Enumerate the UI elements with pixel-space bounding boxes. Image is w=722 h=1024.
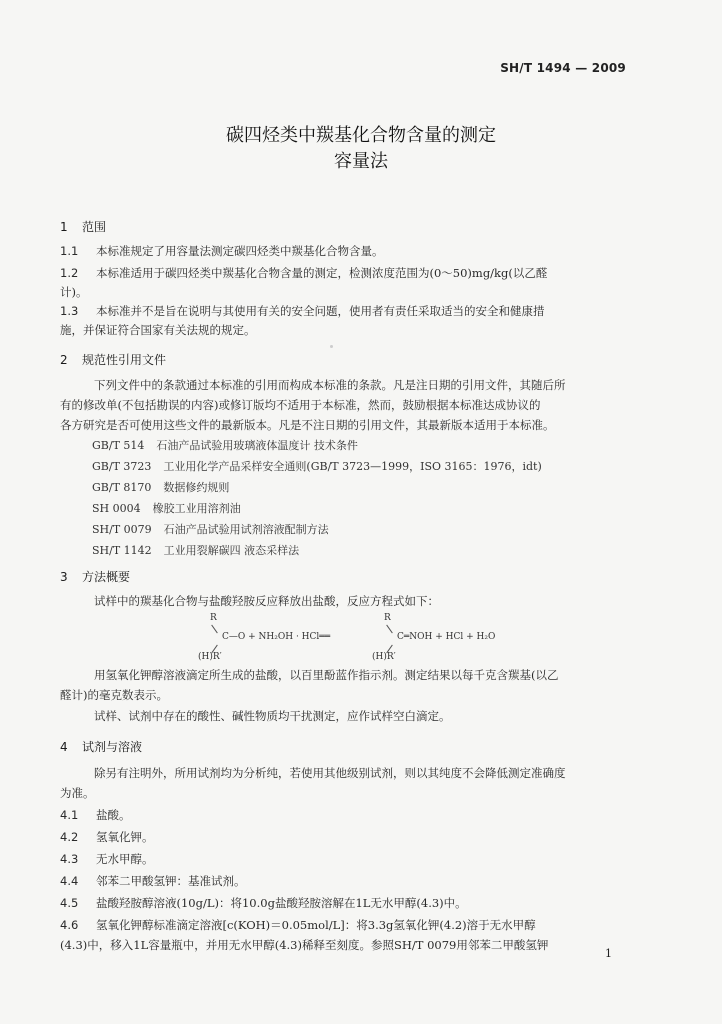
section-3-para3: 试样、试剂中存在的酸性、碱性物质均干扰测定，应作试样空白滴定。 [94, 709, 451, 723]
standard-code: SH/T 1494 — 2009 [500, 61, 626, 75]
page-number: 1 [605, 947, 612, 960]
reference-item: SH/T 0079 石油产品试验用试剂溶液配制方法 [92, 523, 329, 536]
eq-r-left: R [210, 613, 217, 623]
document-subtitle: 容量法 [334, 151, 388, 172]
section-3-para2-line1: 用氢氧化钾醇溶液滴定所生成的盐酸，以百里酚蓝作指示剂。测定结果以每千克含羰基(以乙 [94, 668, 559, 682]
section-4-para-line1: 除另有注明外，所用试剂均为分析纯，若使用其他级别试剂，则以其纯度不会降低测定准确度 [94, 766, 566, 780]
clause-1-2-cont: 计)。 [60, 285, 88, 299]
eq-hr-right: (H)R′ [372, 652, 396, 662]
clause-4-5: 4.5 盐酸羟胺醇溶液(10g/L)：将10.0g盐酸羟胺溶解在1L无水甲醇(4.3)中。 [60, 896, 467, 910]
section-4-para-line2: 为准。 [60, 786, 95, 800]
clause-4-2: 4.2 氢氧化钾。 [60, 830, 154, 844]
section-3-para2-line2: 醛计)的毫克数表示。 [60, 688, 168, 702]
reference-item: SH/T 1142 工业用裂解碳四 液态采样法 [92, 544, 300, 557]
clause-1-3-cont: 施，并保证符合国家有关法规的规定。 [60, 323, 256, 337]
eq-left-expr: C—O + NH₂OH · HCl══ [222, 632, 331, 642]
section-2-heading: 2 规范性引用文件 [60, 353, 167, 367]
reference-item: GB/T 3723 工业用化学产品采样安全通则(GB/T 3723—1999，ISO 3165：1976，idt) [92, 460, 542, 473]
section-2-para-line3: 各方研究是否可使用这些文件的最新版本。凡是不注日期的引用文件，其最新版本适用于本标准。 [60, 418, 555, 432]
document-title: 碳四烃类中羰基化合物含量的测定 [226, 125, 496, 146]
clause-4-1: 4.1 盐酸。 [60, 808, 131, 822]
reference-item: SH 0004 橡胶工业用溶剂油 [92, 502, 241, 515]
clause-1-2: 1.2 本标准适用于碳四烃类中羰基化合物含量的测定，检测浓度范围为(0～50)mg/kg(以乙醛 [60, 266, 548, 280]
section-2-para-line1: 下列文件中的条款通过本标准的引用而构成本标准的条款。凡是注日期的引用文件，其随后所 [94, 378, 566, 392]
clause-4-4: 4.4 邻苯二甲酸氢钾：基准试剂。 [60, 874, 246, 888]
clause-1-1: 1.1 本标准规定了用容量法测定碳四烃类中羰基化合物含量。 [60, 244, 384, 258]
section-3-heading: 3 方法概要 [60, 570, 131, 584]
clause-4-6: 4.6 氢氧化钾醇标准滴定溶液[c(KOH)＝0.05mol/L]：将3.3g氢氧化钾(4.2)溶于无水甲醇 [60, 918, 536, 932]
eq-bond [211, 625, 218, 634]
eq-hr-left: (H)R′ [198, 652, 222, 662]
eq-r-right: R [384, 613, 391, 623]
eq-right-expr: C═NOH + HCl + H₂O [397, 632, 496, 642]
clause-4-6-cont: (4.3)中，移入1L容量瓶中，并用无水甲醇(4.3)稀释至刻度。参照SH/T 0079用邻苯二甲酸氢钾 [60, 938, 549, 952]
section-4-heading: 4 试剂与溶液 [60, 740, 143, 754]
eq-bond [386, 625, 393, 634]
clause-4-3: 4.3 无水甲醇。 [60, 852, 154, 866]
reference-item: GB/T 514 石油产品试验用玻璃液体温度计 技术条件 [92, 439, 358, 452]
section-1-heading: 1 范围 [60, 220, 107, 234]
scan-speck [330, 345, 333, 348]
section-2-para-line2: 有的修改单(不包括勘误的内容)或修订版均不适用于本标准，然而，鼓励根据本标准达成协议的 [60, 398, 541, 412]
clause-1-3: 1.3 本标准并不是旨在说明与其使用有关的安全问题，使用者有责任采取适当的安全和健康措 [60, 304, 545, 318]
reference-item: GB/T 8170 数据修约规则 [92, 481, 230, 494]
section-3-para1: 试样中的羰基化合物与盐酸羟胺反应释放出盐酸，反应方程式如下： [94, 594, 439, 608]
